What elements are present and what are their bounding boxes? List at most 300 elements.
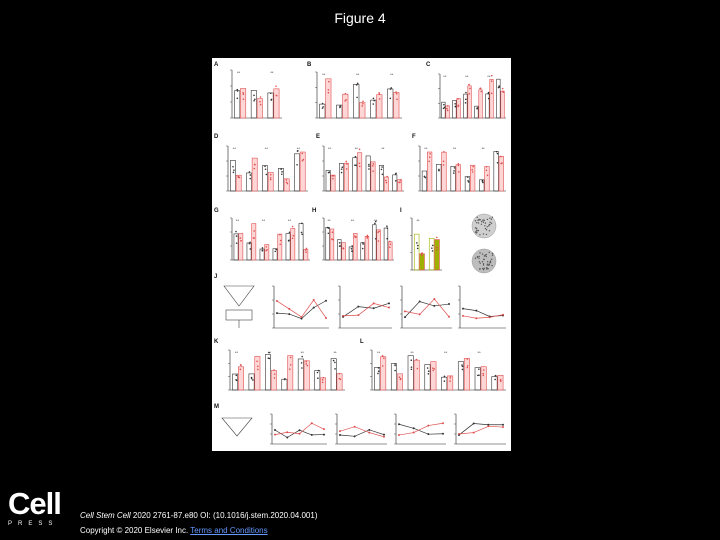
significance-mark: ** [287,218,292,223]
dot [453,172,455,174]
dot [322,379,324,381]
bar-ko [304,249,308,260]
colony-speck [476,232,477,233]
colony-speck [475,227,476,228]
dot [436,237,438,239]
colony-speck [481,224,482,225]
dot [362,100,364,102]
bar-ko [414,360,419,390]
bar-wt [294,154,299,191]
dot [357,82,359,84]
dot [249,242,251,244]
dot [301,234,303,236]
dot [447,110,449,112]
bar-wt [464,94,468,118]
dot [351,250,353,252]
series-line [399,423,443,435]
colony-speck [489,230,490,231]
bar-wt [486,94,490,118]
significance-mark: ** [416,218,420,223]
series-line [277,301,326,319]
dot [236,89,238,91]
colony-speck [489,262,490,263]
significance-mark: ** [261,218,266,223]
dot [468,93,470,95]
colony-speck [486,226,487,227]
dot [329,172,331,174]
colony-speck [483,269,484,270]
bar-ko [330,229,334,260]
panel-label: J [214,274,218,280]
dot [375,238,377,240]
dot [395,91,397,93]
series-line [405,302,449,318]
panel-label: D [214,134,219,140]
dot [443,164,445,166]
dot [502,88,504,90]
dot [400,179,402,181]
dot [264,166,266,168]
dot [253,168,255,170]
dot [236,242,238,244]
dot [232,166,234,168]
dot [417,368,419,370]
dot [494,379,496,381]
dot [444,376,446,378]
dot [486,166,488,168]
dot [305,363,307,365]
dot [333,360,335,362]
dot [458,104,460,106]
dot [266,246,268,248]
panel-label: M [214,404,219,410]
bar-wt [326,227,330,260]
colony-speck [486,256,487,257]
dot [483,375,485,377]
colony-speck [489,224,490,225]
dot [417,248,419,250]
colony-speck [484,225,485,226]
dot [240,240,242,242]
dot [328,81,330,83]
bar-ko [498,375,503,390]
bar-wt [492,377,497,390]
bar-wt [475,368,480,390]
dot [469,88,471,90]
significance-mark: ** [300,350,304,355]
colony-speck [491,259,492,260]
significance-mark: ** [374,218,378,223]
panel-label: K [214,339,219,345]
dot [262,250,264,252]
dot [487,175,489,177]
dot [497,162,499,164]
colony-speck [487,264,488,265]
bar-wt [249,374,254,390]
significance-mark: ** [264,146,268,151]
dot [237,97,239,99]
bar-wt [232,374,237,390]
colony-speck [477,217,478,218]
dot [332,175,334,177]
colony-speck [478,222,479,223]
dot [284,378,286,380]
dot [429,156,431,158]
bar-ko [326,79,331,118]
dot [305,361,307,363]
dot [286,179,288,181]
dot [373,98,375,100]
dot [372,170,374,172]
dot [341,166,343,168]
dot [274,251,276,253]
dot [289,368,291,370]
dot [400,378,402,380]
dot [498,87,500,89]
colony-speck [486,234,487,235]
dot [480,91,482,93]
bar-wt [320,104,325,118]
dot [421,252,423,254]
colony-speck [475,257,476,258]
dot [286,181,288,183]
dot [467,176,469,178]
dot [488,98,490,100]
dot [428,370,430,372]
dot [478,374,480,376]
dot [449,380,451,382]
dot [432,367,434,369]
dot [351,248,353,250]
bar-ko [435,240,440,270]
significance-mark: ** [354,146,358,151]
dot [471,169,473,171]
bar-ko [446,106,450,118]
dot [372,103,374,105]
dot [253,100,255,102]
dot [254,164,256,166]
bar-wt [282,379,287,390]
dot [239,177,241,179]
copyright [80,526,268,535]
dot [386,176,388,178]
series-line [277,300,326,318]
dot [257,366,259,368]
dot [355,156,357,158]
dot [378,367,380,369]
significance-mark: ** [350,218,354,223]
dot [454,167,456,169]
dot [362,248,364,250]
colony-speck [475,220,476,221]
dot [367,235,369,237]
dot [302,160,304,162]
citation-details: 2020 2761-87.e80 OI: (10.1016/j.stem.2020.04.001) [130,511,318,520]
dot [322,107,324,109]
dot [265,168,267,170]
dot [243,93,245,95]
journal-name: Cell Stem Cell [80,511,131,520]
dot [465,102,467,104]
dot [462,369,464,371]
dot [467,365,469,367]
dot [368,165,370,167]
bar-ko [239,233,243,260]
bar-ko [304,361,309,390]
bar-wt [442,377,447,390]
dot [465,99,467,101]
bar-ko [343,94,348,118]
bar-wt [268,93,273,118]
panel-label: E [316,134,321,140]
dot [486,169,488,171]
bar-ko [344,163,348,191]
colony-speck [479,269,480,270]
dot [411,366,413,368]
dot [332,231,334,233]
dot [359,149,361,151]
dot [292,238,294,240]
dot [395,180,397,182]
dot [322,381,324,383]
bar-wt [414,234,419,270]
panel-label: A [214,62,219,68]
bar-wt [391,364,396,390]
dot [453,170,455,172]
dot [377,231,379,233]
colony-speck [476,222,477,223]
dot [502,91,504,93]
colony-speck [479,261,480,262]
figure-graphic [212,58,511,451]
bar-wt [453,100,457,118]
bar-wt [388,89,393,118]
dot [483,369,485,371]
dot [242,92,244,94]
dot [424,176,426,178]
dot [305,251,307,253]
dot [266,174,268,176]
dot [328,232,330,234]
bar-wt [436,164,441,191]
dot [443,161,445,163]
dot [233,169,235,171]
dot [382,365,384,367]
dot [491,80,493,82]
dot [355,236,357,238]
dot [457,98,459,100]
dot [386,227,388,229]
significance-mark: ** [322,72,326,77]
dot [361,105,363,107]
dot [339,107,341,109]
bar-ko [342,243,346,260]
colony-speck [478,230,479,231]
dot [372,163,374,165]
dot [281,171,283,173]
copyright-text: Copyright © 2020 Elsevier Inc. [80,526,189,535]
dot [378,240,380,242]
cell-press-logo [8,486,70,530]
colony-speck [483,222,484,223]
dot [373,100,375,102]
bar-wt [422,171,427,191]
dot [290,364,292,366]
bar-ko [397,374,402,390]
bar-ko [252,224,256,260]
bar-ko [464,358,469,390]
bar-wt [497,79,501,118]
dot [455,106,457,108]
bar-ko [431,362,436,390]
dot [318,370,320,372]
bar-wt [429,238,434,270]
dot [443,151,445,153]
dot [491,93,493,95]
dot [290,357,292,359]
significance-mark: ** [234,350,239,355]
dot [431,247,433,249]
dot [253,230,255,232]
dot [345,93,347,95]
bar-ko [479,90,483,118]
dot [306,248,308,250]
dot [339,373,341,375]
significance-mark: ** [296,146,300,151]
significance-mark: ** [270,70,274,75]
bar-ko [360,103,365,118]
dot [366,236,368,238]
bar-ko [490,79,494,118]
bar-wt [326,170,330,191]
dot [390,243,392,245]
bar-ko [468,86,472,118]
bar-ko [377,230,381,260]
panel-label: I [400,208,402,214]
schematic-shape [226,310,252,320]
colony-speck [483,264,484,265]
schematic-shape [222,418,252,436]
dot [359,163,361,165]
dot [256,360,258,362]
dot [396,99,398,101]
colony-speck [484,255,485,256]
dot [416,242,418,244]
dot [428,160,430,162]
dot [411,368,413,370]
dot [346,168,348,170]
dot [260,104,262,106]
dot [233,172,235,174]
dot [362,243,364,245]
dot [368,164,370,166]
dot [243,98,245,100]
dot [274,377,276,379]
bar-ko [398,180,402,191]
dot [249,248,251,250]
dot [340,245,342,247]
bar-ko [384,177,388,191]
bar-ko [337,374,342,390]
colony-speck [488,268,489,269]
bar-wt [361,243,365,260]
dot [466,367,468,369]
dot [266,249,268,251]
bar-wt [366,156,370,191]
dot [416,359,418,361]
dot [270,179,272,181]
colony-speck [485,254,486,255]
dot [252,379,254,381]
terms-and-conditions-link[interactable]: Terms and Conditions [190,526,268,535]
dot [399,376,401,378]
dot [301,356,303,358]
dot [301,153,303,155]
bar-wt [286,234,290,260]
bar-ko [331,175,335,191]
bar-ko [284,179,289,191]
dot [386,225,388,227]
colony-speck [478,258,479,259]
bar-ko [420,254,425,270]
bar-ko [456,165,461,191]
series-line [463,309,503,317]
dot [344,100,346,102]
bar-ko [288,356,293,390]
dot [305,249,307,251]
dot [346,161,348,163]
significance-mark: ** [232,146,236,151]
dot [323,377,325,379]
dot [292,226,294,228]
dot [427,367,429,369]
dot [289,232,291,234]
significance-mark: ** [443,74,447,79]
bar-ko [252,158,257,191]
dot [270,92,272,94]
bar-wt [265,355,270,390]
colony-speck [492,253,493,254]
bar-wt [451,166,456,191]
bar-wt [408,356,413,390]
colony-speck [477,220,478,221]
figure-image [212,58,511,451]
dot [500,380,502,382]
dot [432,370,434,372]
dot [341,168,343,170]
significance-mark: ** [481,146,485,151]
dot [488,93,490,95]
panel-label: G [214,208,219,214]
dot [342,247,344,249]
dot [378,370,380,372]
dot [270,99,272,101]
dot [385,180,387,182]
slide-title: Figure 4 [334,10,386,26]
dot [446,108,448,110]
dot [382,355,384,357]
colony-speck [488,225,489,226]
dot [270,174,272,176]
dot [253,95,255,97]
dot [458,163,460,165]
dot [428,373,430,375]
series-line [340,430,384,436]
colony-speck [479,234,480,235]
dot [254,98,256,100]
colony-speck [487,219,488,220]
dot [482,180,484,182]
